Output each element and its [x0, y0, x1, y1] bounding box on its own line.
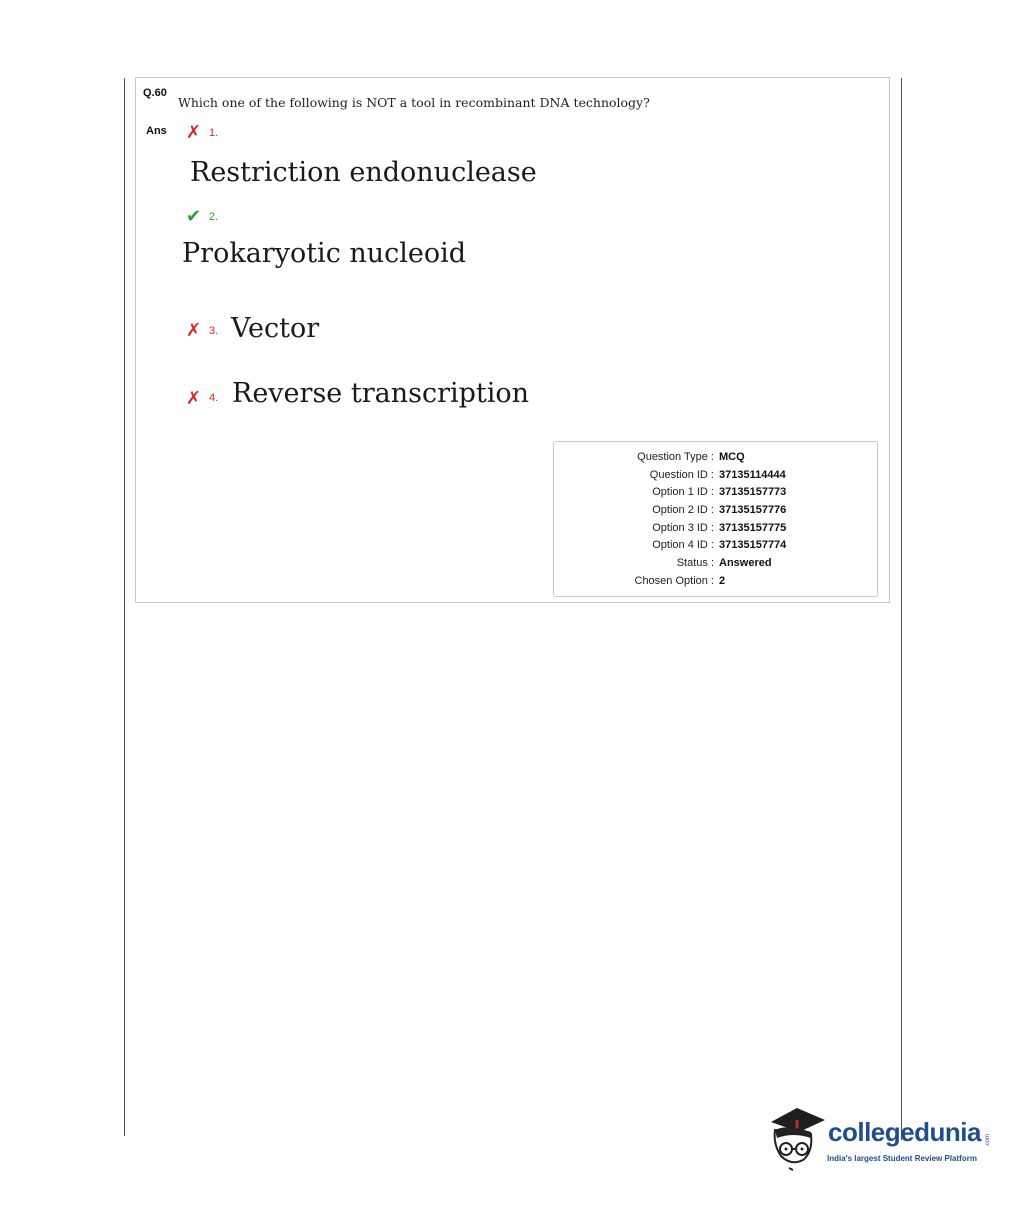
info-row-option-2-id [554, 504, 879, 520]
info-row-question-type [554, 451, 879, 467]
cross-icon: ✗ [186, 122, 202, 142]
option-text: Restriction endonuclease [190, 157, 537, 188]
info-key: Chosen Option : [634, 575, 714, 587]
mascot-logo-icon [767, 1104, 827, 1174]
info-key: Option 2 ID : [652, 504, 714, 516]
info-row-option-4-id [554, 539, 879, 555]
info-key: Question ID : [649, 469, 714, 481]
option-text: Reverse transcription [232, 378, 530, 409]
cross-icon: ✗ [186, 388, 202, 408]
option-number: 4. [209, 392, 219, 404]
info-key: Option 4 ID : [652, 539, 714, 551]
option-text: Prokaryotic nucleoid [182, 238, 467, 269]
brand-name: collegedunia [828, 1117, 981, 1147]
left-margin-line [124, 78, 125, 1136]
question-info-box [553, 441, 878, 597]
question-number: Q.60 [143, 87, 167, 99]
info-value: 37135157775 [719, 522, 787, 534]
info-value: Answered [719, 557, 772, 569]
info-key: Option 1 ID : [652, 486, 714, 498]
info-key: Question Type : [637, 451, 714, 463]
info-value: 37135157773 [719, 486, 787, 498]
info-value: 37135157776 [719, 504, 787, 516]
brand-tagline: India's largest Student Review Platform [827, 1154, 977, 1163]
option-number: 1. [209, 127, 219, 139]
cross-icon: ✗ [186, 320, 202, 340]
brand-suffix: .com [985, 1133, 991, 1147]
option-text: Vector [231, 313, 320, 344]
right-margin-line [901, 78, 902, 1140]
checkmark-icon: ✔ [186, 206, 202, 226]
info-key: Option 3 ID : [652, 522, 714, 534]
info-key: Status : [676, 557, 714, 569]
question-text: Which one of the following is NOT a tool in recombinant DNA technology? [178, 95, 650, 110]
info-value: MCQ [719, 451, 745, 463]
info-value: 37135157774 [719, 539, 787, 551]
info-row-chosen-option [554, 575, 879, 591]
info-value: 2 [719, 575, 726, 587]
answer-label: Ans [146, 125, 167, 137]
info-row-option-3-id [554, 522, 879, 538]
option-number: 3. [209, 325, 219, 337]
option-number: 2. [209, 211, 219, 223]
info-row-option-1-id [554, 486, 879, 502]
info-row-question-id [554, 469, 879, 485]
info-row-status [554, 557, 879, 573]
info-value: 37135114444 [719, 469, 786, 481]
